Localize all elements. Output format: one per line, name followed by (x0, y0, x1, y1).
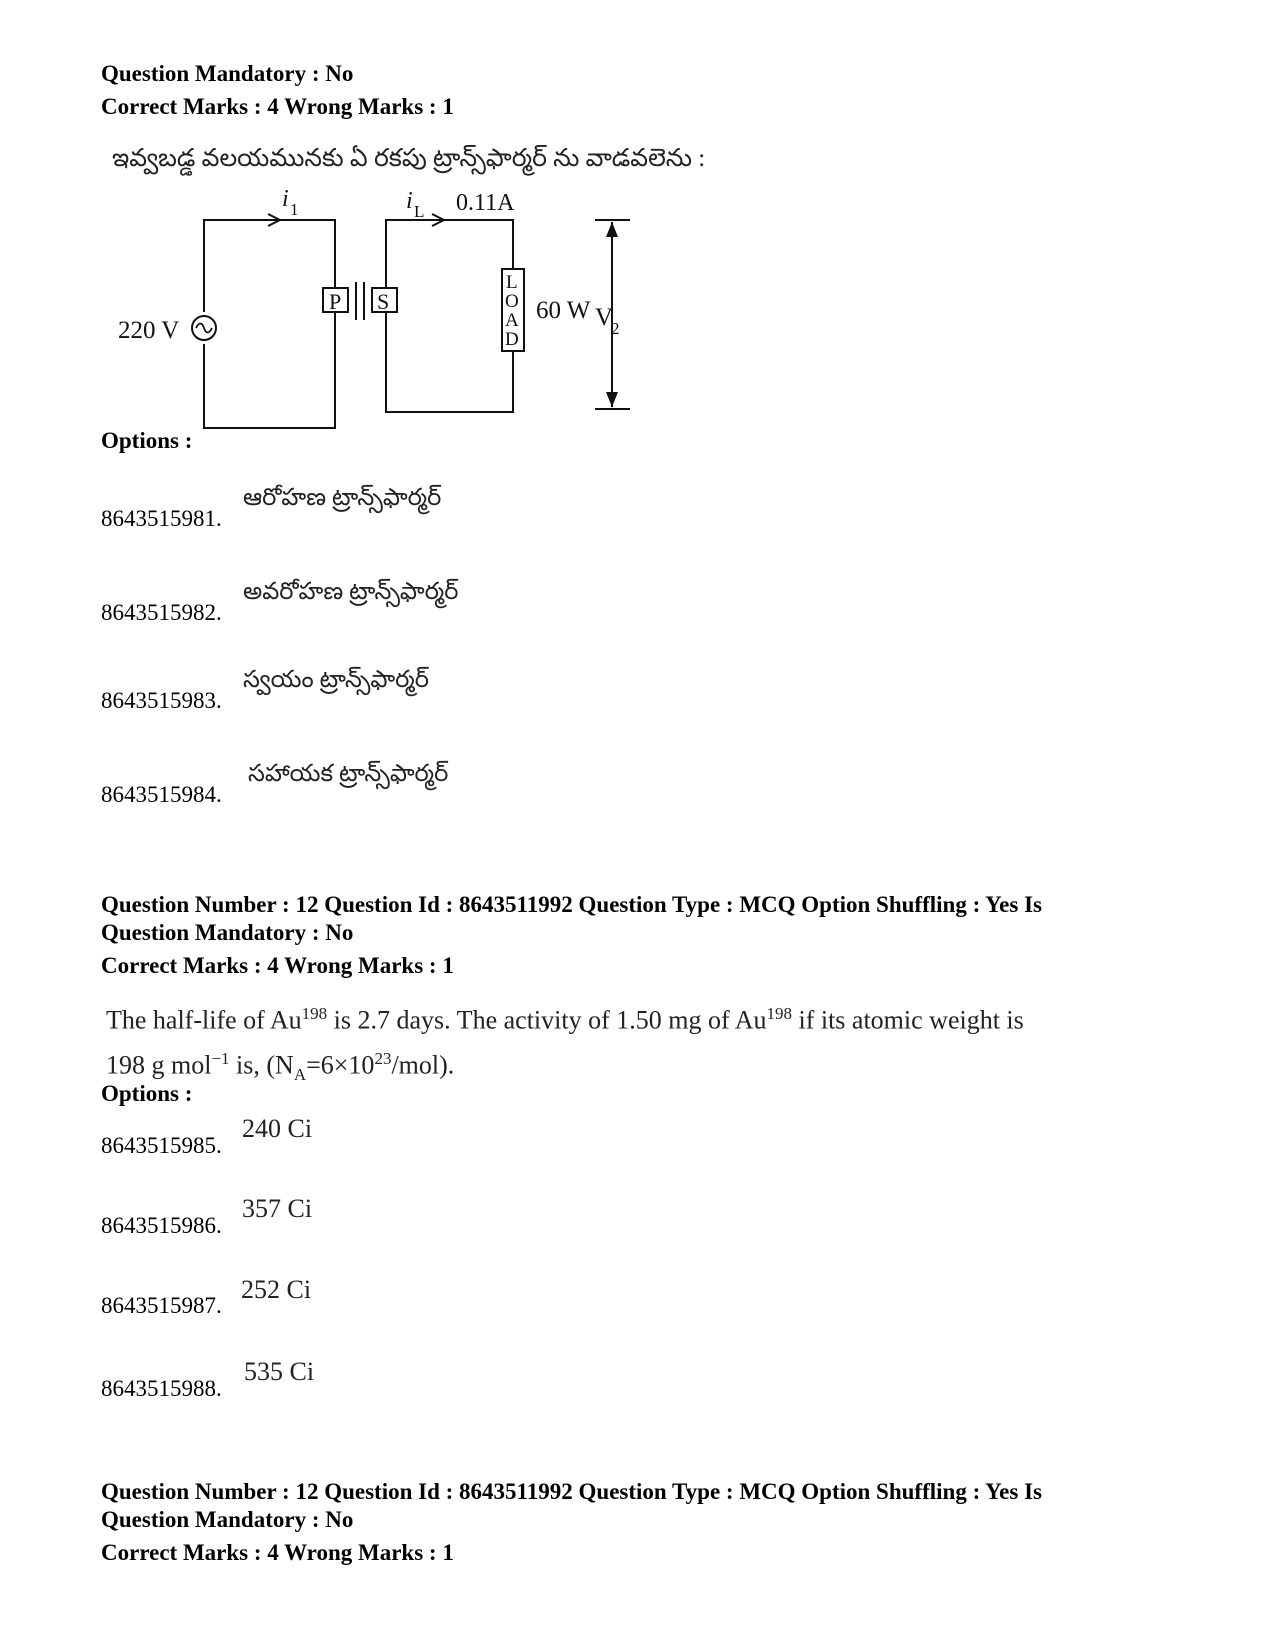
subscript: A (293, 1064, 307, 1084)
load-letter: D (505, 329, 519, 350)
question-mandatory: Question Mandatory : No (101, 920, 354, 945)
question-text-part: if its atomic weight is (791, 1005, 1024, 1035)
v2-label: V (595, 304, 614, 331)
options-label: Options : (101, 1081, 193, 1106)
option-id: 8643515983. (101, 688, 222, 713)
marks-line: Correct Marks : 4 Wrong Marks : 1 (101, 953, 454, 978)
option-text[interactable]: 252 Ci (241, 1275, 312, 1304)
option-id: 8643515985. (101, 1133, 222, 1158)
question-mandatory: Question Mandatory : No (101, 61, 354, 86)
load-letter: O (505, 291, 519, 312)
question-header: Question Number : 12 Question Id : 8643511992 Question Type : MCQ Option Shuffling : Yes Is (101, 1479, 1042, 1504)
transformer-circuit-diagram (100, 185, 680, 445)
load-letter: L (506, 272, 518, 293)
primary-wire-top (204, 220, 335, 312)
superscript: 198 (301, 1004, 328, 1023)
option-text[interactable]: అవరోహణ ట్రాన్స్‌ఫార్మర్ (243, 579, 459, 605)
v2-arrow-down-icon (606, 392, 618, 407)
option-text[interactable]: 535 Ci (244, 1357, 315, 1386)
v2-subscript: 2 (611, 319, 620, 338)
superscript: 23 (374, 1048, 392, 1068)
current-value-label: 0.11A (456, 190, 515, 216)
i1-subscript: 1 (290, 200, 299, 219)
option-id: 8643515984. (101, 782, 222, 807)
option-text[interactable]: 357 Ci (242, 1194, 313, 1223)
options-label: Options : (101, 428, 193, 453)
secondary-label: S (377, 289, 390, 314)
option-text[interactable]: సహాయక ట్రాన్స్‌ఫార్మర్ (248, 761, 449, 787)
question-text-part: is 2.7 days. The activity of 1.50 mg of Au (327, 1005, 767, 1035)
option-id: 8643515986. (101, 1213, 222, 1238)
option-text[interactable]: ఆరోహణ ట్రాన్స్‌ఫార్మర్ (243, 485, 442, 511)
secondary-wire-top (386, 220, 513, 288)
iL-subscript: L (414, 202, 425, 221)
option-text[interactable]: స్వయం ట్రాన్స్‌ఫార్మర్ (243, 667, 429, 693)
marks-line: Correct Marks : 4 Wrong Marks : 1 (101, 94, 454, 119)
question-text-part: =6×10 (306, 1050, 375, 1080)
power-label: 60 W (536, 297, 591, 324)
option-id: 8643515982. (101, 600, 222, 625)
question-text-part: /mol). (391, 1050, 455, 1080)
source-voltage-label: 220 V (118, 317, 180, 344)
load-letter: A (505, 310, 519, 331)
question-text-part: is, (N (229, 1050, 294, 1080)
v2-arrow-up-icon (606, 222, 618, 237)
option-id: 8643515988. (101, 1376, 222, 1401)
option-id: 8643515981. (101, 506, 222, 531)
primary-label: P (329, 289, 342, 314)
superscript: 198 (766, 1004, 792, 1023)
superscript: −1 (211, 1048, 230, 1068)
question-text: ఇవ్వబడ్డ వలయమునకు ఏ రకపు ట్రాన్స్‌ఫార్మర్ ను వాడవలెను : (112, 145, 706, 172)
option-text[interactable]: 240 Ci (242, 1114, 313, 1143)
question-text-part: 198 g mol (106, 1050, 212, 1080)
question-text-part: The half-life of Au (106, 1005, 302, 1035)
option-id: 8643515987. (101, 1293, 222, 1318)
primary-wire-bottom (204, 311, 335, 428)
question-header: Question Number : 12 Question Id : 8643511992 Question Type : MCQ Option Shuffling : Yes Is (101, 892, 1042, 917)
question-text (106, 995, 1186, 1094)
i1-label: i (282, 186, 289, 212)
secondary-wire-bottom (386, 312, 513, 412)
iL-label: i (406, 188, 413, 214)
marks-line: Correct Marks : 4 Wrong Marks : 1 (101, 1540, 454, 1565)
question-mandatory: Question Mandatory : No (101, 1507, 354, 1532)
